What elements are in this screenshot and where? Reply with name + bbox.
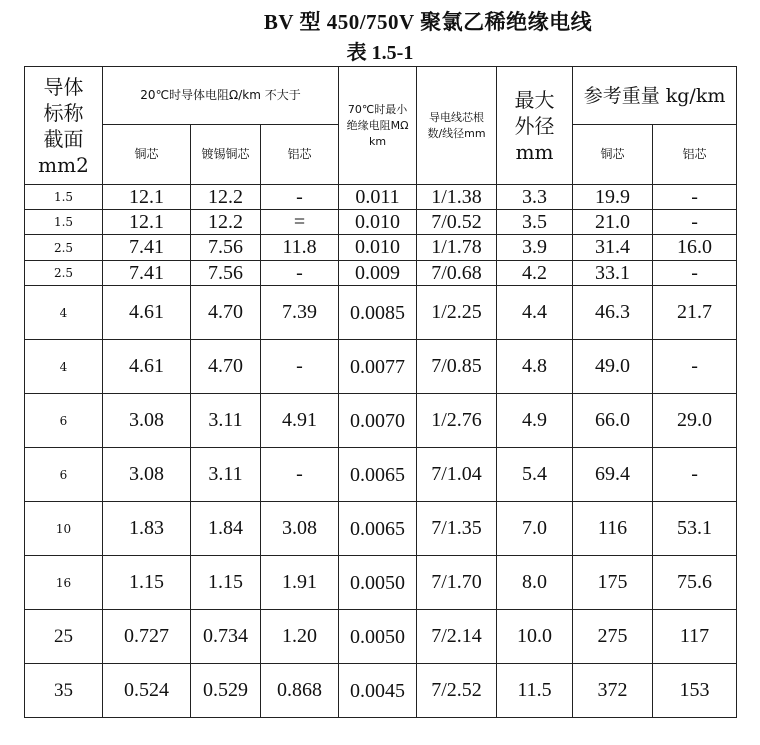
- cell-conductor: 7/0.85: [417, 340, 497, 394]
- table-row: [25, 235, 737, 261]
- table-row: [25, 185, 737, 210]
- cell-insulation-resistance: 0.0065: [339, 502, 417, 556]
- cell-conductor: 1/1.38: [417, 185, 497, 210]
- cell-weight-copper: 66.0: [573, 394, 653, 448]
- cell-resistance-aluminum: 3.08: [261, 502, 339, 556]
- table-row: [25, 340, 737, 394]
- cell-resistance-tinned: 12.2: [191, 185, 261, 210]
- cell-weight-copper: 49.0: [573, 340, 653, 394]
- cell-conductor: 7/2.52: [417, 664, 497, 718]
- table-row: [25, 664, 737, 718]
- cell-weight-copper: 46.3: [573, 286, 653, 340]
- cell-weight-copper: 19.9: [573, 185, 653, 210]
- cell-weight-copper: 33.1: [573, 261, 653, 286]
- cell-max-od: 5.4: [497, 448, 573, 502]
- cell-resistance-tinned: 7.56: [191, 261, 261, 286]
- cell-insulation-resistance: 0.0070: [339, 394, 417, 448]
- cell-max-od: 3.3: [497, 185, 573, 210]
- cell-resistance-tinned: 7.56: [191, 235, 261, 261]
- cell-max-od: 10.0: [497, 610, 573, 664]
- cell-weight-aluminum: 16.0: [653, 235, 737, 261]
- cell-insulation-resistance: 0.009: [339, 261, 417, 286]
- cell-max-od: 4.8: [497, 340, 573, 394]
- cell-resistance-aluminum: -: [261, 261, 339, 286]
- cell-section: 2.5: [25, 261, 103, 286]
- header-max-od: 最大外径 mm: [497, 67, 573, 185]
- cell-insulation-resistance: 0.0065: [339, 448, 417, 502]
- table-row: [25, 502, 737, 556]
- cell-section: 10: [25, 502, 103, 556]
- cell-resistance-aluminum: -: [261, 185, 339, 210]
- cell-conductor: 1/2.76: [417, 394, 497, 448]
- cell-insulation-resistance: 0.0085: [339, 286, 417, 340]
- header-conductor: 导电线芯根数/线径mm: [417, 67, 497, 185]
- cell-resistance-copper: 7.41: [103, 261, 191, 286]
- table-row: [25, 286, 737, 340]
- table-row: [25, 610, 737, 664]
- header-resistance-group: 20℃时导体电阻Ω/km 不大于: [103, 67, 339, 125]
- cell-max-od: 4.9: [497, 394, 573, 448]
- cell-resistance-tinned: 3.11: [191, 394, 261, 448]
- header-weight-aluminum: 铝芯: [653, 125, 737, 185]
- cell-insulation-resistance: 0.010: [339, 235, 417, 261]
- cell-resistance-aluminum: -: [261, 340, 339, 394]
- cell-resistance-copper: 4.61: [103, 340, 191, 394]
- cell-resistance-copper: 12.1: [103, 210, 191, 235]
- cell-max-od: 4.4: [497, 286, 573, 340]
- cell-section: 4: [25, 340, 103, 394]
- table-row: [25, 394, 737, 448]
- cell-weight-copper: 21.0: [573, 210, 653, 235]
- cell-insulation-resistance: 0.010: [339, 210, 417, 235]
- cell-section: 35: [25, 664, 103, 718]
- cell-resistance-copper: 1.15: [103, 556, 191, 610]
- cell-weight-copper: 175: [573, 556, 653, 610]
- cell-insulation-resistance: 0.0050: [339, 610, 417, 664]
- cell-weight-aluminum: 117: [653, 610, 737, 664]
- cell-weight-aluminum: 29.0: [653, 394, 737, 448]
- cell-resistance-copper: 4.61: [103, 286, 191, 340]
- cell-section: 1.5: [25, 210, 103, 235]
- cell-resistance-aluminum: 1.91: [261, 556, 339, 610]
- cell-weight-copper: 372: [573, 664, 653, 718]
- cell-conductor: 7/1.70: [417, 556, 497, 610]
- cell-max-od: 3.5: [497, 210, 573, 235]
- cell-resistance-copper: 12.1: [103, 185, 191, 210]
- header-aluminum: 铝芯: [261, 125, 339, 185]
- cell-max-od: 4.2: [497, 261, 573, 286]
- cell-max-od: 8.0: [497, 556, 573, 610]
- cell-weight-aluminum: 21.7: [653, 286, 737, 340]
- cell-insulation-resistance: 0.0050: [339, 556, 417, 610]
- cell-section: 1.5: [25, 185, 103, 210]
- cell-weight-aluminum: -: [653, 261, 737, 286]
- cell-resistance-copper: 0.727: [103, 610, 191, 664]
- table-row: [25, 210, 737, 235]
- cell-weight-aluminum: -: [653, 340, 737, 394]
- cell-resistance-tinned: 12.2: [191, 210, 261, 235]
- cell-insulation-resistance: 0.011: [339, 185, 417, 210]
- cell-conductor: 7/2.14: [417, 610, 497, 664]
- table-row: [25, 556, 737, 610]
- cell-weight-aluminum: 53.1: [653, 502, 737, 556]
- cell-insulation-resistance: 0.0045: [339, 664, 417, 718]
- cell-section: 6: [25, 448, 103, 502]
- cell-section: 2.5: [25, 235, 103, 261]
- cell-weight-aluminum: -: [653, 210, 737, 235]
- table-row: [25, 448, 737, 502]
- cell-resistance-copper: 7.41: [103, 235, 191, 261]
- cell-conductor: 7/0.52: [417, 210, 497, 235]
- spec-table: [24, 66, 737, 718]
- header-tinned-copper: 镀锡铜芯: [191, 125, 261, 185]
- cell-conductor: 1/2.25: [417, 286, 497, 340]
- cell-max-od: 11.5: [497, 664, 573, 718]
- document-title: BV 型 450/750V 聚氯乙稀绝缘电线: [263, 10, 593, 34]
- cell-conductor: 7/1.04: [417, 448, 497, 502]
- cell-resistance-aluminum: =: [261, 210, 339, 235]
- cell-weight-aluminum: 75.6: [653, 556, 737, 610]
- cell-conductor: 7/1.35: [417, 502, 497, 556]
- cell-resistance-aluminum: 4.91: [261, 394, 339, 448]
- cell-weight-aluminum: -: [653, 185, 737, 210]
- header-insulation-resistance: 70℃时最小绝缘电阻MΩ km: [339, 67, 417, 185]
- header-section: 导体 标称 截面 mm2: [25, 67, 103, 185]
- cell-section: 25: [25, 610, 103, 664]
- header-weight-group: 参考重量 kg/km: [573, 67, 737, 125]
- table-caption: 表 1.5-1: [346, 42, 414, 64]
- cell-resistance-aluminum: 1.20: [261, 610, 339, 664]
- cell-resistance-copper: 3.08: [103, 394, 191, 448]
- cell-resistance-copper: 1.83: [103, 502, 191, 556]
- cell-weight-aluminum: 153: [653, 664, 737, 718]
- cell-resistance-aluminum: 11.8: [261, 235, 339, 261]
- cell-conductor: 7/0.68: [417, 261, 497, 286]
- cell-insulation-resistance: 0.0077: [339, 340, 417, 394]
- cell-weight-copper: 275: [573, 610, 653, 664]
- cell-resistance-tinned: 1.84: [191, 502, 261, 556]
- cell-resistance-aluminum: 0.868: [261, 664, 339, 718]
- cell-resistance-tinned: 0.529: [191, 664, 261, 718]
- cell-max-od: 7.0: [497, 502, 573, 556]
- cell-section: 6: [25, 394, 103, 448]
- cell-resistance-aluminum: -: [261, 448, 339, 502]
- cell-resistance-copper: 0.524: [103, 664, 191, 718]
- cell-resistance-tinned: 4.70: [191, 286, 261, 340]
- cell-resistance-tinned: 1.15: [191, 556, 261, 610]
- cell-weight-copper: 31.4: [573, 235, 653, 261]
- cell-weight-aluminum: -: [653, 448, 737, 502]
- cell-resistance-copper: 3.08: [103, 448, 191, 502]
- cell-section: 16: [25, 556, 103, 610]
- cell-resistance-tinned: 4.70: [191, 340, 261, 394]
- header-weight-copper: 铜芯: [573, 125, 653, 185]
- cell-weight-copper: 116: [573, 502, 653, 556]
- cell-conductor: 1/1.78: [417, 235, 497, 261]
- cell-max-od: 3.9: [497, 235, 573, 261]
- cell-weight-copper: 69.4: [573, 448, 653, 502]
- cell-resistance-tinned: 0.734: [191, 610, 261, 664]
- cell-resistance-aluminum: 7.39: [261, 286, 339, 340]
- header-copper: 铜芯: [103, 125, 191, 185]
- table-row: [25, 261, 737, 286]
- cell-resistance-tinned: 3.11: [191, 448, 261, 502]
- cell-section: 4: [25, 286, 103, 340]
